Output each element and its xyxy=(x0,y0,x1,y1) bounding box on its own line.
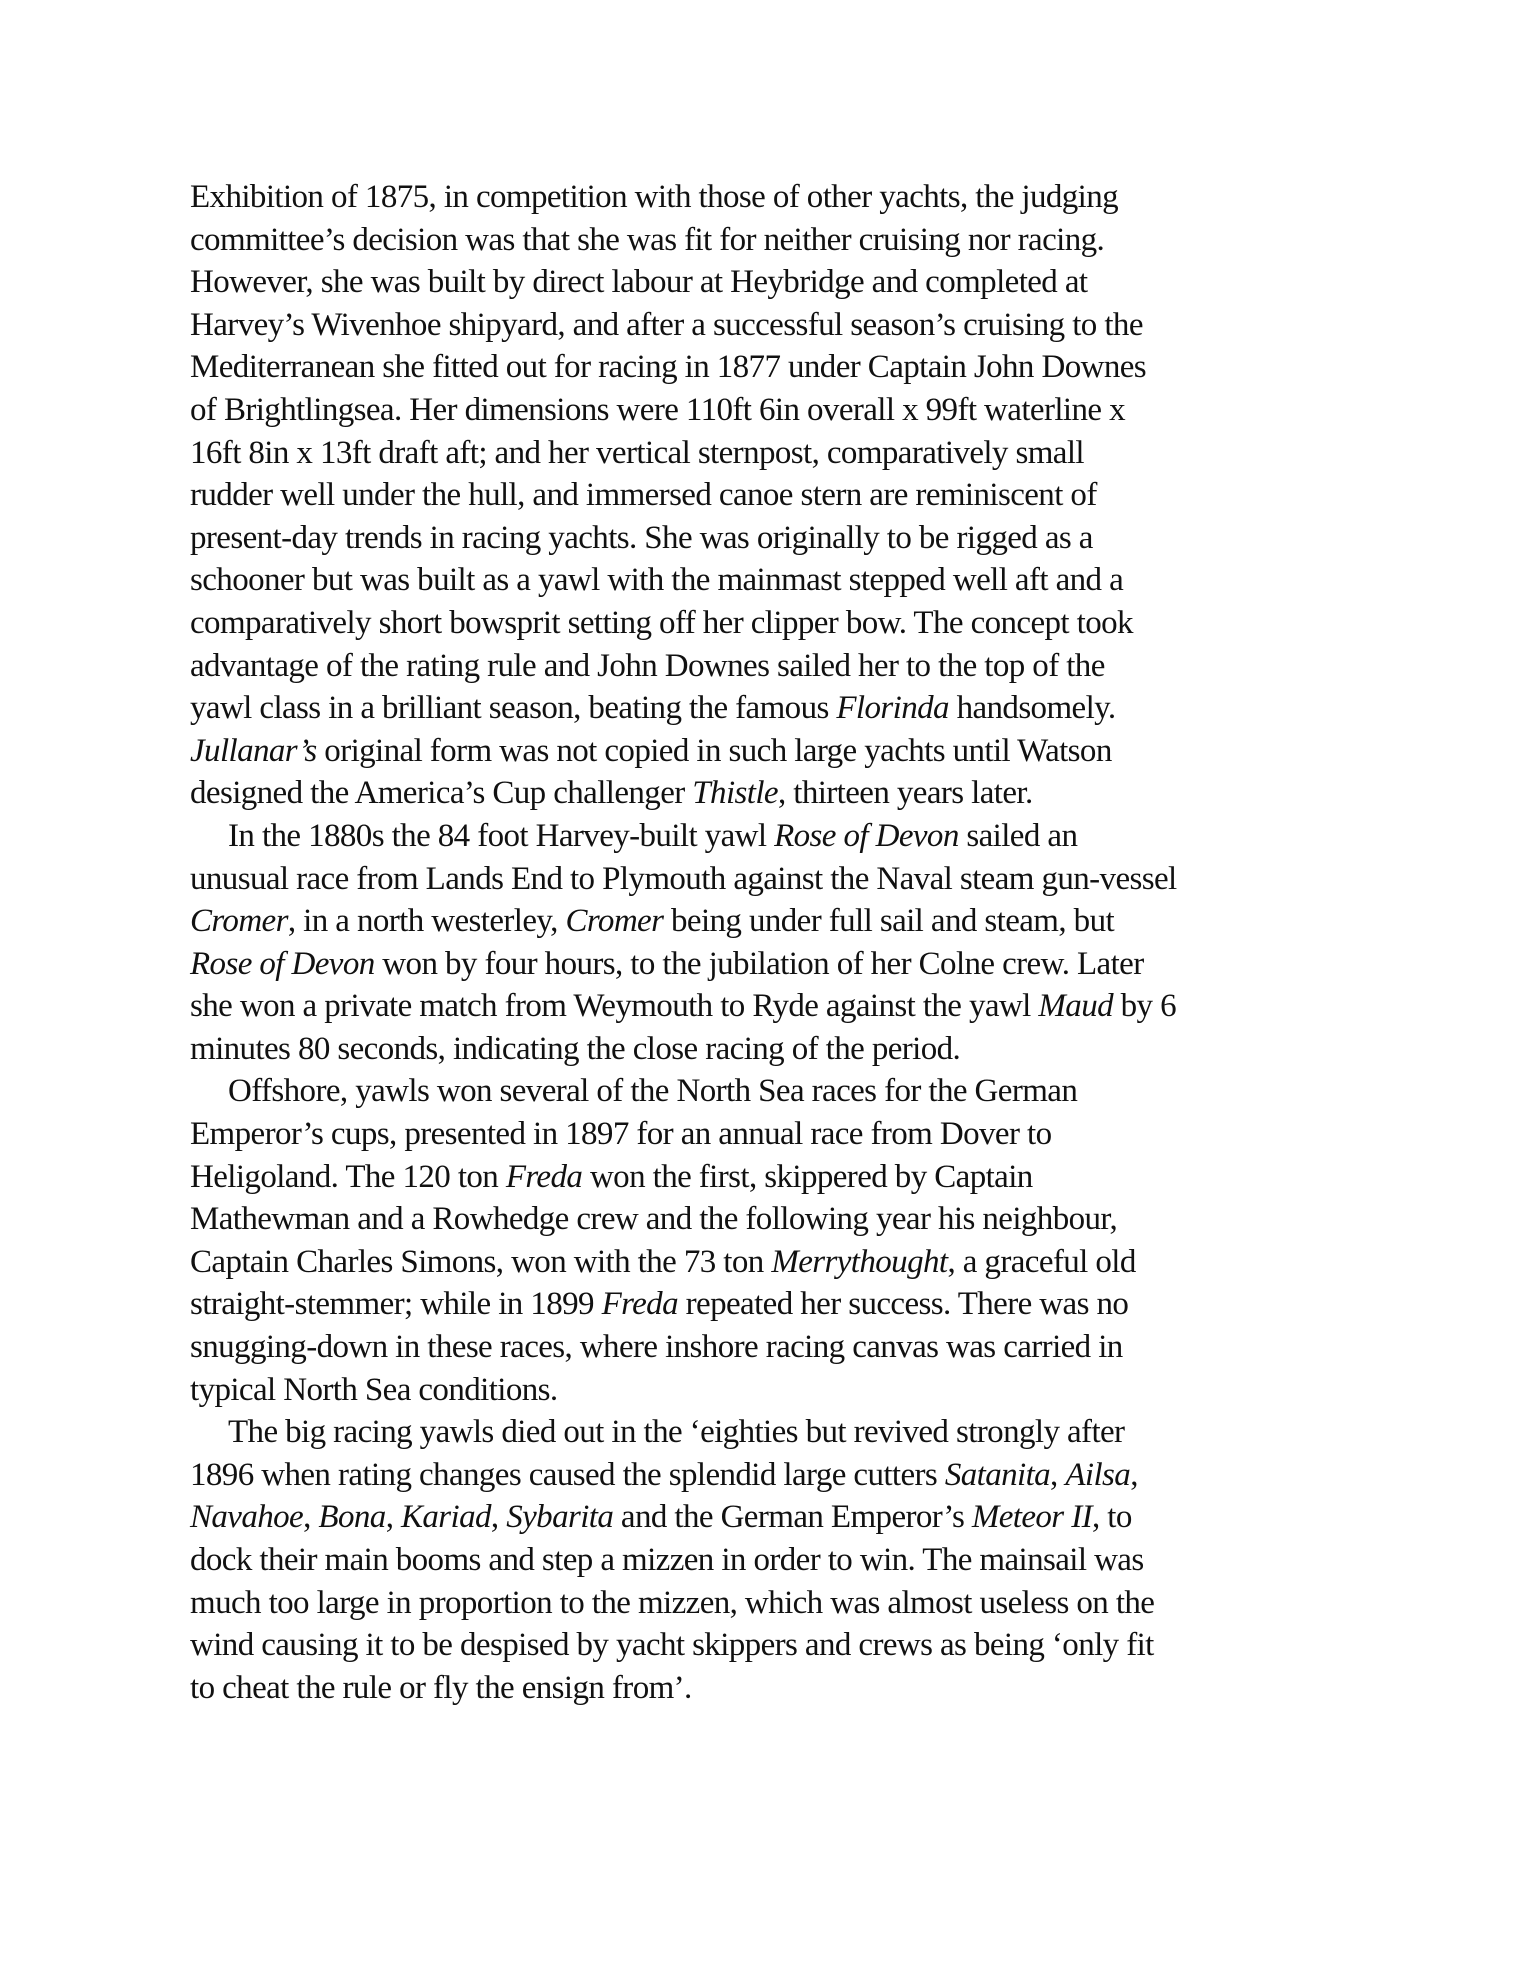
text-run: designed the America’s Cup challenger xyxy=(190,775,693,812)
text-run: to cheat the rule or fly the ensign from’. xyxy=(190,1669,692,1706)
text-run: snugging-down in these races, where inshore racing canvas was carried in xyxy=(190,1329,1123,1366)
text-line xyxy=(190,602,1322,645)
vessel-name: Freda xyxy=(601,1286,678,1323)
text-run: However, she was built by direct labour at Heybridge and completed at xyxy=(190,264,1088,301)
vessel-name: Thistle xyxy=(692,775,778,812)
vessel-name: Cromer xyxy=(565,903,664,940)
text-run: handsomely. xyxy=(948,690,1116,727)
text-line xyxy=(190,517,1322,560)
text-line xyxy=(190,1028,1322,1071)
text-run: Mathewman and a Rowhedge crew and the following year his neighbour, xyxy=(190,1201,1118,1238)
text-line xyxy=(190,1624,1322,1667)
text-run: she won a private match from Weymouth to Ryde against the yawl xyxy=(190,988,1039,1025)
text-line xyxy=(190,1113,1322,1156)
text-run: minutes 80 seconds, indicating the close racing of the period. xyxy=(190,1030,961,1067)
text-line xyxy=(190,772,1322,815)
text-run: 16ft 8in x 13ft draft aft; and her vertical sternpost, comparatively small xyxy=(190,434,1084,471)
paragraph-first-line xyxy=(190,1070,1322,1113)
vessel-name: Kariad xyxy=(401,1499,491,1536)
text-line xyxy=(190,432,1322,475)
text-run: Harvey’s Wivenhoe shipyard, and after a successful season’s cruising to the xyxy=(190,306,1143,343)
text-line xyxy=(190,943,1322,986)
text-run: Offshore, yawls won several of the North Sea races for the German xyxy=(228,1073,1078,1110)
text-line xyxy=(190,900,1322,943)
text-run: , xyxy=(303,1499,319,1536)
text-line xyxy=(190,219,1322,262)
text-run: being under full sail and steam, but xyxy=(663,903,1115,940)
text-line xyxy=(190,389,1322,432)
text-line xyxy=(190,1241,1322,1284)
text-run: sailed an xyxy=(958,817,1078,854)
vessel-name: Jullanar’s xyxy=(190,732,317,769)
text-run: Exhibition of 1875, in competition with those of other yachts, the judging xyxy=(190,179,1119,215)
text-run: and the German Emperor’s xyxy=(613,1499,972,1536)
paragraph-first-line xyxy=(190,815,1322,858)
text-run: , xyxy=(1130,1456,1138,1493)
text-run: Emperor’s cups, presented in 1897 for an annual race from Dover to xyxy=(190,1116,1052,1153)
text-run: schooner but was built as a yawl with the mainmast stepped well aft and a xyxy=(190,562,1124,599)
text-run: Captain Charles Simons, won with the 73 ton xyxy=(190,1243,772,1280)
text-line xyxy=(190,687,1322,730)
text-run: original form was not copied in such large yachts until Watson xyxy=(316,732,1112,769)
text-run: , xyxy=(385,1499,401,1536)
text-line xyxy=(190,304,1322,347)
text-line xyxy=(190,261,1322,304)
text-line xyxy=(190,1156,1322,1199)
text-run: The big racing yawls died out in the ‘eighties but revived strongly after xyxy=(228,1414,1125,1451)
text-line xyxy=(190,1667,1322,1710)
text-line xyxy=(190,474,1322,517)
text-run: typical North Sea conditions. xyxy=(190,1371,558,1408)
vessel-name: Satanita xyxy=(944,1456,1051,1493)
document-page xyxy=(190,176,1322,1709)
vessel-name: Freda xyxy=(505,1158,583,1195)
text-line xyxy=(190,858,1322,901)
text-run: 1896 when rating changes caused the splendid large cutters xyxy=(190,1456,945,1493)
text-run: , a graceful old xyxy=(947,1243,1136,1280)
text-line xyxy=(190,1496,1322,1539)
vessel-name: Merrythought xyxy=(771,1243,948,1280)
text-run: unusual race from Lands End to Plymouth against the Naval steam gun-vessel xyxy=(190,860,1177,897)
text-line xyxy=(190,1283,1322,1326)
body-text xyxy=(190,176,1322,1709)
text-run: In the 1880s the 84 foot Harvey-built yawl xyxy=(228,817,775,854)
text-line xyxy=(190,985,1322,1028)
text-line xyxy=(190,645,1322,688)
vessel-name: Meteor II xyxy=(971,1499,1092,1536)
vessel-name: Maud xyxy=(1038,988,1113,1025)
vessel-name: Florinda xyxy=(836,690,949,727)
text-run: , thirteen years later. xyxy=(777,775,1033,812)
text-run: Heligoland. The 120 ton xyxy=(190,1158,506,1195)
text-run: dock their main booms and step a mizzen in order to win. The mainsail was xyxy=(190,1542,1144,1578)
text-run: Mediterranean she fitted out for racing in 1877 under Captain John Downes xyxy=(190,349,1147,386)
text-line xyxy=(190,1454,1322,1497)
paragraph-first-line xyxy=(190,1411,1322,1454)
text-line xyxy=(190,1326,1322,1369)
vessel-name: Cromer xyxy=(190,903,288,940)
text-line xyxy=(190,346,1322,389)
text-run: advantage of the rating rule and John Downes sailed her to the top of the xyxy=(190,647,1105,684)
text-run: comparatively short bowsprit setting off her clipper bow. The concept took xyxy=(190,604,1133,641)
vessel-name: Rose of Devon xyxy=(190,945,375,982)
text-run: of Brightlingsea. Her dimensions were 110ft 6in overall x 99ft waterline x xyxy=(190,391,1125,428)
vessel-name: Sybarita xyxy=(506,1499,614,1536)
text-run: wind causing it to be despised by yacht skippers and crews as being ‘only fit xyxy=(190,1627,1154,1664)
text-run: , to xyxy=(1091,1499,1132,1536)
text-run: much too large in proportion to the mizzen, which was almost useless on the xyxy=(190,1584,1155,1621)
vessel-name: Rose of Devon xyxy=(774,817,959,854)
text-line xyxy=(190,176,1322,219)
text-run: repeated her success. There was no xyxy=(678,1286,1129,1323)
vessel-name: Ailsa xyxy=(1065,1456,1131,1493)
text-run: , xyxy=(1050,1456,1066,1493)
text-run: committee’s decision was that she was fit for neither cruising nor racing. xyxy=(190,221,1105,258)
vessel-name: Bona xyxy=(318,1499,386,1536)
text-run: , xyxy=(490,1499,507,1536)
text-line xyxy=(190,1369,1322,1412)
text-run: won the first, skippered by Captain xyxy=(582,1158,1033,1195)
text-run: present-day trends in racing yachts. She was originally to be rigged as a xyxy=(190,519,1093,556)
vessel-name: Navahoe xyxy=(190,1499,304,1536)
text-run: yawl class in a brilliant season, beating the famous xyxy=(190,690,837,727)
text-run: straight-stemmer; while in 1899 xyxy=(190,1286,602,1323)
text-run: , in a north westerley, xyxy=(287,903,566,940)
text-line xyxy=(190,1539,1322,1582)
text-line xyxy=(190,559,1322,602)
text-line xyxy=(190,1198,1322,1241)
text-run: rudder well under the hull, and immersed canoe stern are reminiscent of xyxy=(190,477,1097,514)
text-line xyxy=(190,1582,1322,1625)
text-run: by 6 xyxy=(1113,988,1177,1025)
text-line xyxy=(190,730,1322,773)
text-run: won by four hours, to the jubilation of her Colne crew. Later xyxy=(374,945,1144,982)
